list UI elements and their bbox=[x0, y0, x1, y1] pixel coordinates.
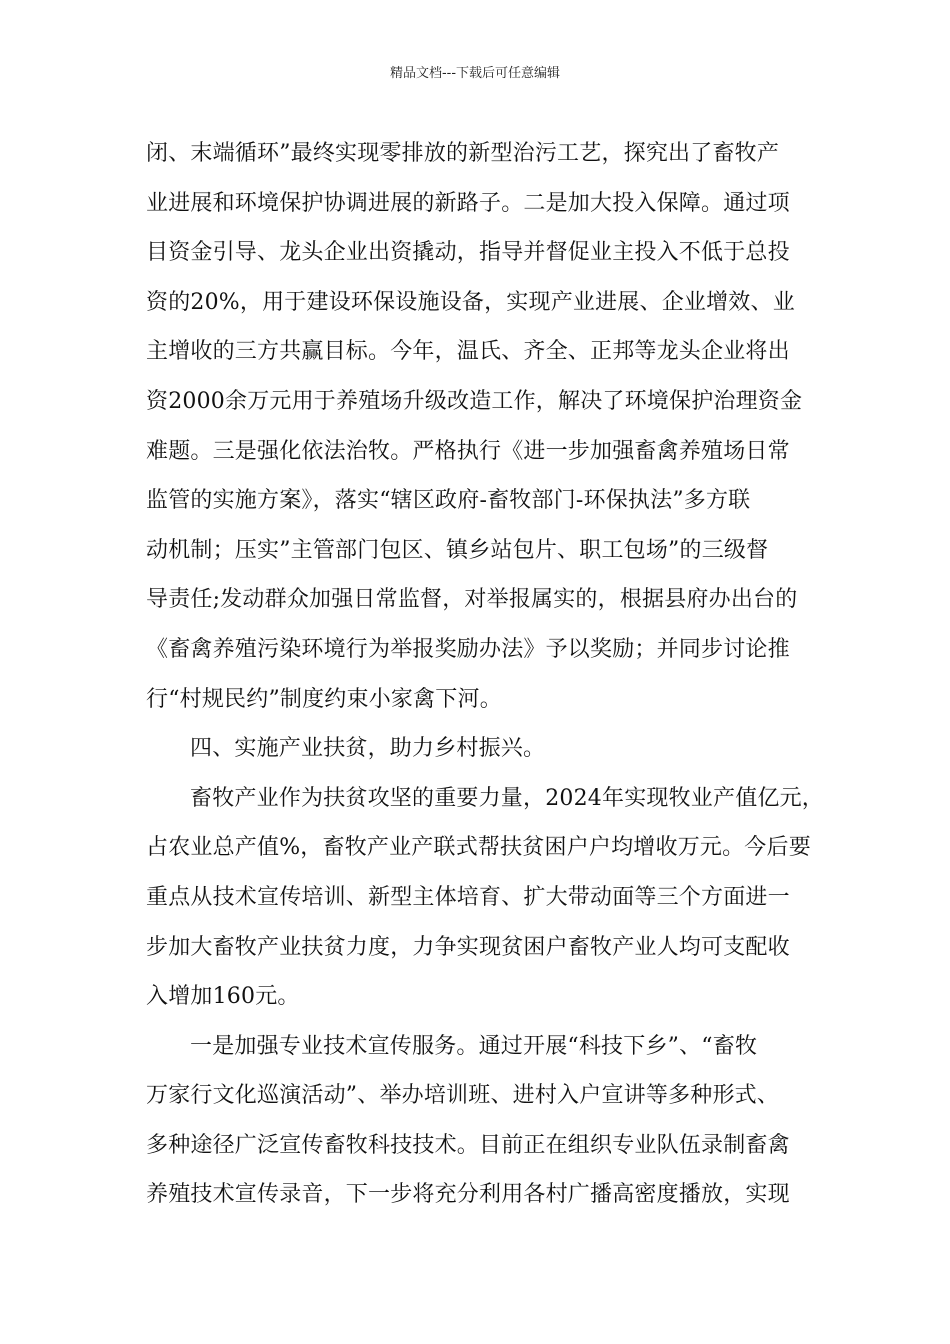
section-heading: 四、实施产业扶贫，助力乡村振兴。 bbox=[190, 736, 546, 762]
text-line: 行“村规民约”制度约束小家禽下河。 bbox=[146, 686, 502, 712]
text-line: 《畜禽养殖污染环境行为举报奖励办法》予以奖励；并同步讨论推 bbox=[146, 636, 790, 662]
text-line: 监管的实施方案》，落实“辖区政府-畜牧部门-环保执法”多方联 bbox=[146, 488, 751, 514]
text-line: 资的20%，用于建设环保设施设备，实现产业进展、企业增效、业 bbox=[146, 289, 795, 315]
paragraph-start: 一是加强专业技术宣传服务。通过开展“科技下乡”、“畜牧 bbox=[190, 1033, 758, 1059]
paragraph-start: 畜牧产业作为扶贫攻坚的重要力量，2024年实现牧业产值亿元， bbox=[190, 785, 824, 811]
text-line: 导责任;发动群众加强日常监督，对举报属实的，根据县府办出台的 bbox=[146, 587, 798, 613]
text-line: 万家行文化巡演活动”、举办培训班、进村入户宣讲等多种形式、 bbox=[146, 1083, 780, 1109]
page-header: 精品文档---下载后可任意编辑 bbox=[389, 66, 561, 81]
text-line: 动机制；压实”主管部门包区、镇乡站包片、职工包场”的三级督 bbox=[146, 537, 769, 563]
text-line: 重点从技术宣传培训、新型主体培育、扩大带动面等三个方面进一 bbox=[146, 884, 790, 910]
text-line: 闭、末端循环”最终实现零排放的新型治污工艺，探究出了畜牧产 bbox=[146, 141, 780, 166]
text-line: 目资金引导、龙头企业出资撬动，指导并督促业主投入不低于总投 bbox=[146, 240, 790, 266]
document-body bbox=[146, 129, 824, 1220]
text-line: 占农业总产值%，畜牧产业产联式帮扶贫困户户均增收万元。今后要 bbox=[146, 835, 811, 861]
text-line: 入增加160元。 bbox=[146, 984, 300, 1010]
text-line: 步加大畜牧产业扶贫力度，力争实现贫困户畜牧产业人均可支配收 bbox=[146, 934, 790, 960]
text-line: 资2000余万元用于养殖场升级改造工作，解决了环境保护治理资金 bbox=[146, 388, 803, 414]
text-line: 难题。三是强化依法治牧。严格执行《进一步加强畜禽养殖场日常 bbox=[146, 438, 790, 464]
text-line: 主增收的三方共赢目标。今年，温氏、齐全、正邦等龙头企业将出 bbox=[146, 339, 790, 365]
text-line: 业进展和环境保护协调进展的新路子。二是加大投入保障。通过项 bbox=[146, 190, 790, 216]
text-line: 多种途径广泛宣传畜牧科技技术。目前正在组织专业队伍录制畜禽 bbox=[146, 1132, 790, 1158]
text-line: 养殖技术宣传录音，下一步将充分利用各村广播高密度播放，实现 bbox=[146, 1182, 790, 1208]
